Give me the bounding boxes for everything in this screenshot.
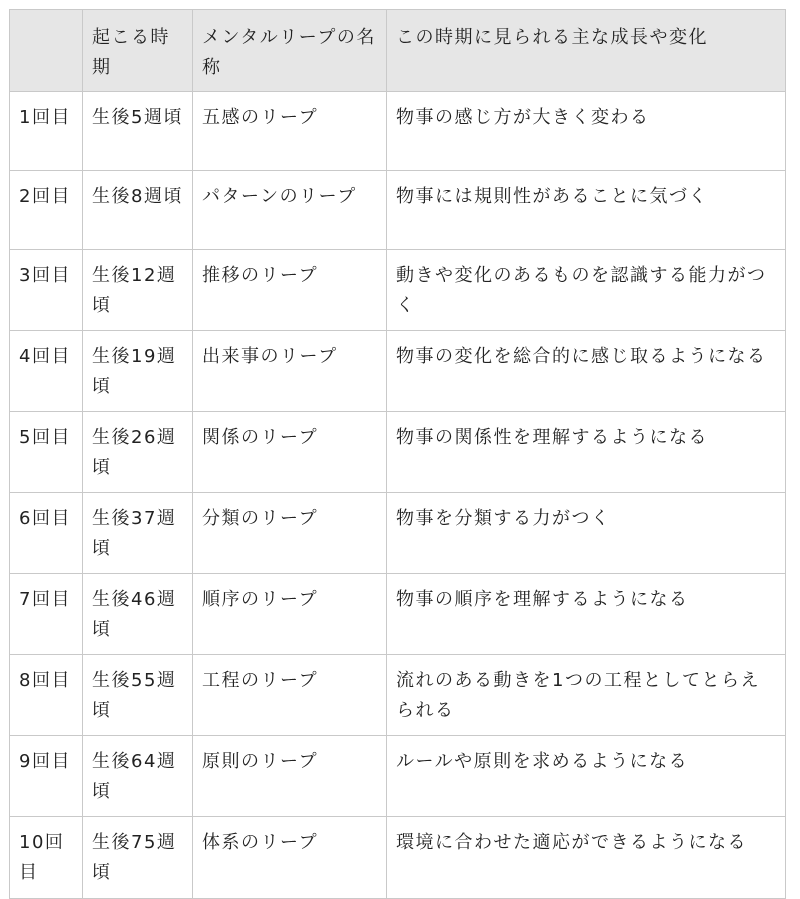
table-row <box>10 493 786 574</box>
cell-timing: 生後8週頃 <box>83 171 193 250</box>
cell-index: 9回目 <box>10 736 83 817</box>
cell-changes: 動きや変化のあるものを認識する能力がつく <box>387 250 786 331</box>
cell-changes: 流れのある動きを1つの工程としてとらえられる <box>387 655 786 736</box>
cell-leap-name: 工程のリープ <box>193 655 387 736</box>
cell-changes: 物事の関係性を理解するようになる <box>387 412 786 493</box>
cell-leap-name: パターンのリープ <box>193 171 387 250</box>
cell-leap-name: 分類のリープ <box>193 493 387 574</box>
cell-timing: 生後19週頃 <box>83 331 193 412</box>
cell-index: 7回目 <box>10 574 83 655</box>
cell-changes: 物事の感じ方が大きく変わる <box>387 92 786 171</box>
cell-changes: 物事の変化を総合的に感じ取るようになる <box>387 331 786 412</box>
cell-changes: 物事を分類する力がつく <box>387 493 786 574</box>
header-cell-timing: 起こる時期 <box>83 10 193 92</box>
cell-index: 10回目 <box>10 817 83 899</box>
table-row <box>10 171 786 250</box>
cell-index: 5回目 <box>10 412 83 493</box>
cell-leap-name: 体系のリープ <box>193 817 387 899</box>
cell-index: 8回目 <box>10 655 83 736</box>
cell-changes: 物事には規則性があることに気づく <box>387 171 786 250</box>
table-row <box>10 92 786 171</box>
cell-index: 6回目 <box>10 493 83 574</box>
cell-timing: 生後26週頃 <box>83 412 193 493</box>
header-cell-leap-name: メンタルリープの名称 <box>193 10 387 92</box>
cell-leap-name: 原則のリープ <box>193 736 387 817</box>
header-row <box>10 10 786 92</box>
table-row <box>10 817 786 899</box>
table-row <box>10 736 786 817</box>
table-row <box>10 412 786 493</box>
table-row <box>10 331 786 412</box>
header-cell-changes: この時期に見られる主な成長や変化 <box>387 10 786 92</box>
cell-timing: 生後75週頃 <box>83 817 193 899</box>
cell-changes: 環境に合わせた適応ができるようになる <box>387 817 786 899</box>
cell-timing: 生後37週頃 <box>83 493 193 574</box>
cell-changes: 物事の順序を理解するようになる <box>387 574 786 655</box>
cell-leap-name: 出来事のリープ <box>193 331 387 412</box>
mental-leap-table <box>9 9 786 899</box>
header-cell-index <box>10 10 83 92</box>
cell-index: 4回目 <box>10 331 83 412</box>
cell-timing: 生後64週頃 <box>83 736 193 817</box>
cell-index: 1回目 <box>10 92 83 171</box>
table-row <box>10 250 786 331</box>
cell-leap-name: 関係のリープ <box>193 412 387 493</box>
table-row <box>10 655 786 736</box>
cell-leap-name: 五感のリープ <box>193 92 387 171</box>
cell-leap-name: 推移のリープ <box>193 250 387 331</box>
table-row <box>10 574 786 655</box>
cell-leap-name: 順序のリープ <box>193 574 387 655</box>
cell-changes: ルールや原則を求めるようになる <box>387 736 786 817</box>
cell-index: 3回目 <box>10 250 83 331</box>
cell-index: 2回目 <box>10 171 83 250</box>
cell-timing: 生後55週頃 <box>83 655 193 736</box>
cell-timing: 生後12週頃 <box>83 250 193 331</box>
cell-timing: 生後5週頃 <box>83 92 193 171</box>
cell-timing: 生後46週頃 <box>83 574 193 655</box>
